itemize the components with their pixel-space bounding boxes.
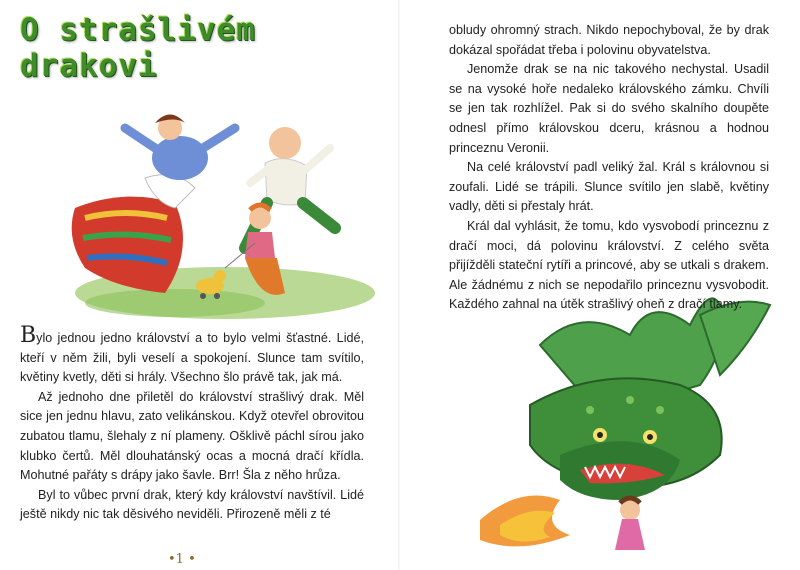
story-title: O strašlivém drakovi bbox=[20, 12, 256, 84]
paragraph-1-text: ylo jednou jedno království a to bylo velmi šťastné. Lidé, kteří v něm žili, byli veselí a spokojení. Slunce tam svítilo, květiny kvetly, děti si hrály. Všechno šlo právě tak, jak má. bbox=[20, 331, 364, 385]
page-number: •1 • bbox=[168, 552, 196, 567]
paragraph-6: Na celé království padl veliký žal. Král s královnou si zoufali. Lidé se trápili. Slunce svítilo jen slabě, květiny vadly, děti si přestaly hrát. bbox=[449, 160, 769, 214]
right-page bbox=[400, 0, 800, 570]
drop-cap: B bbox=[20, 323, 37, 348]
paragraph-7: Král dal vyhlásit, že tomu, kdo vysvobodí princeznu z dračí moci, dá polovinu království. Z celého světa přijížděli stateční rytíři a princové, aby se utkali s drakem. Ale žádnému z nich se nepodařilo princeznu vysvobodit. Každého zahnal na útěk strašlivý oheň z dračí tlamy. bbox=[449, 218, 769, 312]
paragraph-1 bbox=[20, 323, 364, 388]
dancing-family-illustration bbox=[55, 108, 375, 323]
paragraph-2: Až jednoho dne přiletěl do království strašlivý drak. Měl sice jen jednu hlavu, zato velikánskou. Když otevřel obrovitou zubatou tlamu, šlehaly z ní plameny. Ošklivě páchl sírou jako klubko čertů. Měl dlouhatánský ocas a mocná dračí křídla. Mohutné pařáty s drápy jako šavle. Brr! Šla z něho hrůza. bbox=[20, 389, 364, 483]
dragon-illustration bbox=[480, 285, 780, 560]
right-page-body bbox=[449, 21, 769, 315]
paragraph-5: Jenomže drak se na nic takového nechystal. Usadil se na vysoké hoře nedaleko královského zámku. Chvíli se jen tak rozhlížel. Pak si do svého skalního doupěte odnesl přímo královskou dceru, krásnou a hodnou princeznu Veronii. bbox=[449, 62, 769, 155]
paragraph-4: obludy ohromný strach. Nikdo nepochyboval, že by drak dokázal spořádat třeba i polovinu obyvatelstva. bbox=[449, 23, 769, 57]
left-page-body bbox=[20, 323, 364, 525]
paragraph-3: Byl to vůbec první drak, který kdy království navštívil. Lidé ještě nikdy nic tak děsivého neviděli. Přirozeně měli z té bbox=[20, 487, 364, 522]
